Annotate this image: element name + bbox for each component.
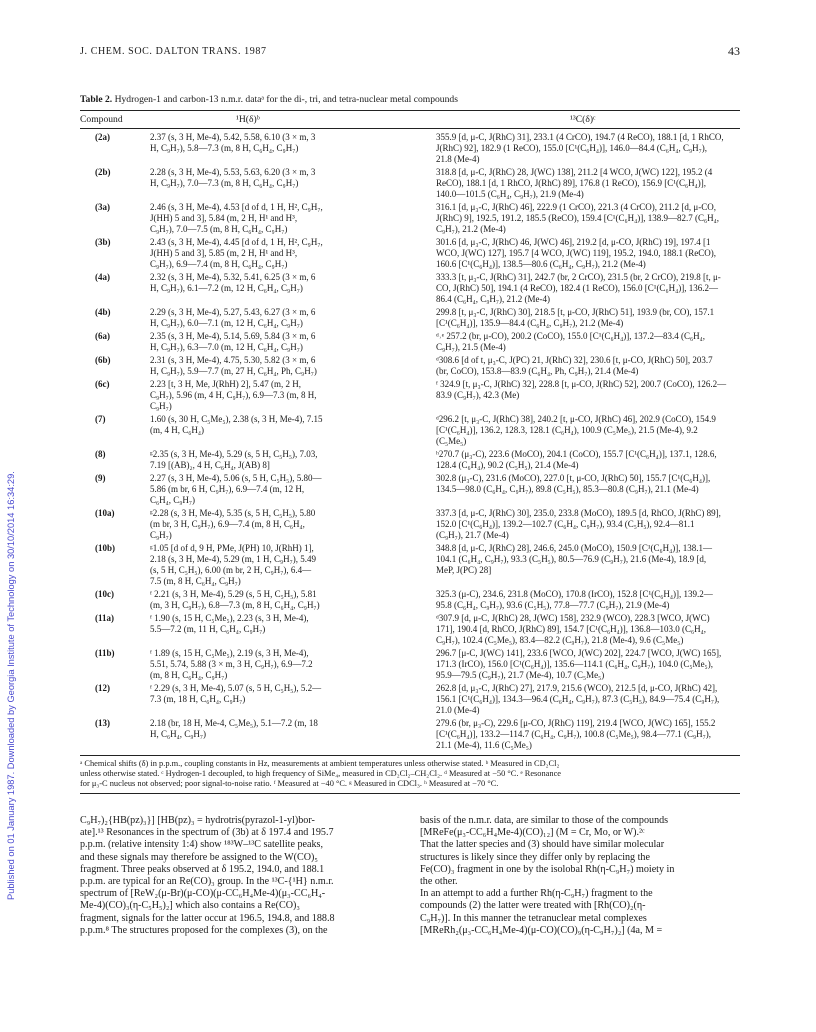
compound-label: (13) xyxy=(95,718,110,728)
carbon-shift-cell xyxy=(436,202,741,235)
table-caption xyxy=(80,94,740,105)
carbon-shift-text: 301.6 [d, μ₃-C, J(RhC) 46, J(WC) 46], 219.2 [d, μ-CO, J(RhC) 19], 197.4 [1 WCO, J(WC) 127], 195.7 [4 WCO, J(WC) 119], 195.2, 194.0, 188.1 (ReCO), 160.6 [C¹(C₆H₄)], 138.5—80.6 (C₆H₄, C₉H₇), 21.2 (Me-4) xyxy=(436,237,716,269)
hydrogen-shift-text: ᵍ2.35 (s, 3 H, Me-4), 5.29 (s, 5 H, C₅H₅), 7.03, 7.19 [(AB)₂, 4 H, C₆H₄, J(AB) 8] xyxy=(150,449,318,470)
hydrogen-shift-cell xyxy=(150,272,420,294)
carbon-shift-cell xyxy=(436,683,741,716)
compound-label: (3a) xyxy=(95,202,110,212)
carbon-shift-cell xyxy=(436,613,741,646)
carbon-shift-cell xyxy=(436,379,741,401)
journal-citation: J. CHEM. SOC. DALTON TRANS. 1987 xyxy=(80,46,267,57)
hydrogen-shift-text: ᶠ 2.21 (s, 3 H, Me-4), 5.29 (s, 5 H, C₅H₅), 5.81 (m, 3 H, C₉H₇), 6.8—7.3 (m, 8 H, C₆H₄, C₉H₇) xyxy=(150,589,320,610)
carbon-shift-text: 337.3 [d, μ-C, J(RhC) 30], 235.0, 233.8 (MoCO), 189.5 [d, RhCO, J(RhC) 89], 152.0 [C¹(C₆H₄)], 139.2—102.7 (C₆H₄, C₉H₇), 93.4 (C₅H₅), 92.4—81.1 (C₉H₇), 21.7 (Me-4) xyxy=(436,508,721,540)
carbon-shift-text: 318.8 [d, μ-C, J(RhC) 28, J(WC) 138], 211.2 [4 WCO, J(WC) 122], 195.2 (4 ReCO), 188.1 [d, 1 RhCO, J(RhC) 89], 176.8 (1 ReCO), 156.9 [C¹(C₆H₄)], 140.0—101.5 (C₆H₄, C₉H₇), 21.9 (Me-4) xyxy=(436,167,713,199)
compound-label: (11b) xyxy=(95,648,115,658)
table-bottom-rule xyxy=(80,755,740,756)
hydrogen-shift-cell xyxy=(150,307,420,329)
carbon-shift-cell xyxy=(436,331,741,353)
carbon-shift-text: ᵈ307.9 [d, μ-C, J(RhC) 28, J(WC) 158], 232.9 (WCO), 228.3 [WCO, J(WC) 171], 190.4 [d, RhCO, J(RhC) 89], 154.7 [C¹(C₆H₄)], 136.8—103.0 (C₆H₄, C₉H₇), 102.4 (C₅Me₅), 83.4—82.2 (C₉H₇), 21.8 (Me-4), 9.6 (C₅Me₅) xyxy=(436,613,710,645)
hydrogen-shift-text: 2.28 (s, 3 H, Me-4), 5.53, 5.63, 6.20 (3 × m, 3 H, C₉H₇), 7.0—7.3 (m, 8 H, C₆H₄, C₉H₇) xyxy=(150,167,316,188)
carbon-shift-cell xyxy=(436,543,741,576)
hydrogen-shift-cell xyxy=(150,508,420,541)
compound-label: (4a) xyxy=(95,272,110,282)
hydrogen-shift-cell xyxy=(150,414,420,436)
hydrogen-shift-text: 2.29 (s, 3 H, Me-4), 5.27, 5.43, 6.27 (3 × m, 6 H, C₉H₇), 6.0—7.1 (m, 12 H, C₆H₄, C₉H₇) xyxy=(150,307,316,328)
compound-label: (2a) xyxy=(95,132,110,142)
hydrogen-shift-text: 2.31 (s, 3 H, Me-4), 4.75, 5.30, 5.82 (3 × m, 6 H, C₉H₇), 5.9—7.7 (m, 27 H, C₆H₄, Ph, C₉H₇) xyxy=(150,355,317,376)
hydrogen-shift-text: 2.43 (s, 3 H, Me-4), 4.45 [d of d, 1 H, H², C₉H₇, J(HH) 5 and 3], 5.85 (m, 2 H, H¹ and H³, C₉H₇), 6.9—7.4 (m, 8 H, C₆H₄, C₉H₇) xyxy=(150,237,323,269)
carbon-shift-cell xyxy=(436,473,741,495)
carbon-shift-cell xyxy=(436,132,741,165)
hydrogen-shift-text: ᵍ2.28 (s, 3 H, Me-4), 5.35 (s, 5 H, C₅H₅), 5.80 (m br, 3 H, C₉H₇), 6.9—7.4 (m, 8 H, C₆H₄, C₉H₇) xyxy=(150,508,316,540)
download-watermark xyxy=(4,180,18,900)
carbon-shift-text: 296.7 [μ-C, J(WC) 141], 233.6 [WCO, J(WC) 202], 224.7 [WCO, J(WC) 165], 171.3 (IrCO), 156.0 [C¹(C₆H₄)], 135.6—114.1 (C₆H₄, C₉H₇), 104.0 (C₅Me₅), 95.9—79.5 (C₉H₇), 21.7 (Me-4), 10.7 (C₅Me₅) xyxy=(436,648,722,680)
carbon-shift-cell xyxy=(436,237,741,270)
column-header-carbon: ¹³C(δ)ᶜ xyxy=(570,114,596,125)
carbon-shift-text: 316.1 [d, μ₃-C, J(RhC) 46], 222.9 (1 CrCO), 221.3 (4 CrCO), 211.2 [d, μ-CO, J(RhC) 9], 192.5, 191.2, 185.5 (ReCO), 159.4 [C¹(C₆H₄)], 138.9—82.7 (C₆H₄, C₉H₇), 21.2 (Me-4) xyxy=(436,202,719,234)
carbon-shift-cell xyxy=(436,355,741,377)
compound-label: (11a) xyxy=(95,613,114,623)
hydrogen-shift-cell xyxy=(150,648,420,681)
carbon-shift-text: 302.8 (μ₃-C), 231.6 (MoCO), 227.0 [t, μ-CO, J(RhC) 50], 155.7 [C¹(C₆H₄)], 134.5—98.0 (C₆H₄, C₉H₇), 89.8 (C₅H₅), 85.3—80.8 (C₉H₇), 21.1 (Me-4) xyxy=(436,473,711,494)
compound-label: (10b) xyxy=(95,543,115,553)
carbon-shift-text: ᶠ 324.9 [t, μ₃-C, J(RhC) 32], 228.8 [t, μ-CO, J(RhC) 52], 200.7 (CoCO), 126.2— 83.9 (C₉H₇), 42.3 (Me) xyxy=(436,379,727,400)
compound-label: (7) xyxy=(95,414,106,424)
hydrogen-shift-cell xyxy=(150,718,420,740)
hydrogen-shift-text: 1.60 (s, 30 H, C₅Me₅), 2.38 (s, 3 H, Me-4), 7.15 (m, 4 H, C₆H₄) xyxy=(150,414,323,435)
carbon-shift-cell xyxy=(436,648,741,681)
hydrogen-shift-cell xyxy=(150,683,420,705)
hydrogen-shift-cell xyxy=(150,132,420,154)
carbon-shift-text: ᵈ296.2 [t, μ₃-C, J(RhC) 38], 240.2 [t, μ-CO, J(RhC) 46], 202.9 (CoCO), 154.9 [C¹(C₆H₄)], 136.2, 128.3, 128.1 (C₆H₄), 100.9 (C₅Me₅), 21.5 (Me-4), 9.2 (C₅Me₅) xyxy=(436,414,716,446)
table-header-rule xyxy=(80,128,740,129)
hydrogen-shift-cell xyxy=(150,473,420,506)
carbon-shift-text: 355.9 [d, μ-C, J(RhC) 31], 233.1 (4 CrCO), 194.7 (4 ReCO), 188.1 [d, 1 RhCO, J(RhC) 92], 182.9 (1 ReCO), 155.0 [C¹(C₆H₄)], 146.0—84.4 (C₆H₄, C₉H₇), 21.8 (Me-4) xyxy=(436,132,724,164)
hydrogen-shift-cell xyxy=(150,355,420,377)
carbon-shift-cell xyxy=(436,272,741,305)
table-label: Table 2. xyxy=(80,94,113,105)
hydrogen-shift-text: 2.27 (s, 3 H, Me-4), 5.06 (s, 5 H, C₅H₅), 5.80— 5.86 (m br, 6 H, C₉H₇), 6.9—7.4 (m, 12 H, C₆H₄, C₉H₇) xyxy=(150,473,322,505)
footnote-bottom-rule xyxy=(80,793,740,794)
carbon-shift-text: 299.8 [t, μ₃-C, J(RhC) 30], 218.5 [t, μ-CO, J(RhC) 51], 193.9 (br, CO), 157.1 [C¹(C₆H₄)], 135.9—84.4 (C₆H₄, C₉H₇), 21.2 (Me-4) xyxy=(436,307,715,328)
hydrogen-shift-text: ᶠ 1.89 (s, 15 H, C₅Me₅), 2.19 (s, 3 H, Me-4), 5.51, 5.74, 5.88 (3 × m, 3 H, C₉H₇), 6.9—7.2 (m, 8 H, C₆H₄, C₉H₇) xyxy=(150,648,313,680)
hydrogen-shift-cell xyxy=(150,543,420,587)
table-footnote: ᵃ Chemical shifts (δ) in p.p.m., coupling constants in Hz, measurements at ambient temperatures unless otherwise stated. ᵇ Measured in CD₂Cl₂ unless otherwise stated. ᶜ Hydrogen-1 decoupled, to high frequency of SiMe₄, measured in CD₂Cl₂–CH₂Cl₂. ᵈ Measured at −50 °C. ᵉ Resonance for μ₃-C nucleus not observed; poor signal-to-noise ratio. ᶠ Measured at −40 °C. ᵍ Measured in CDCl₃. ʰ Measured at −70 °C. xyxy=(80,759,562,788)
hydrogen-shift-text: 2.37 (s, 3 H, Me-4), 5.42, 5.58, 6.10 (3 × m, 3 H, C₉H₇), 5.8—7.3 (m, 8 H, C₆H₄, C₉H₇) xyxy=(150,132,316,153)
column-header-hydrogen: ¹H(δ)ᵇ xyxy=(236,114,260,125)
hydrogen-shift-cell xyxy=(150,331,420,353)
compound-label: (10c) xyxy=(95,589,114,599)
body-left-column: C₉H₇)₂{HB(pz)₃}] [HB(pz)₃ = hydrotris(pyrazol-1-yl)bor- ate].¹³ Resonances in the spectrum of (3b) at δ 197.4 and 195.7 p.p.m. (relative intensity 1:4) show ¹⁸³W–¹³C satellite peaks, and these signals may therefore be assigned to the W(CO)₅ fragment. Three peaks observed at δ 195.2, 194.0, and 188.1 p.p.m. are typical for an Re(CO)₃ group. In the ¹³C-{¹H} n.m.r. spectrum of [ReW₂(μ-Br)(μ-CO)(μ-CC₆H₄Me-4)(μ₃-CC₆H₄- Me-4)(CO)₃(η-C₅H₅)₂] which also contains a Re(CO)₃ fragment, signals for the latter occur at 196.5, 194.8, and 188.8 p.p.m.⁸ The structures proposed for the complexes (3), on the xyxy=(80,815,335,936)
carbon-shift-cell xyxy=(436,414,741,447)
hydrogen-shift-text: 2.46 (s, 3 H, Me-4), 4.53 [d of d, 1 H, H², C₉H₇, J(HH) 5 and 3], 5.84 (m, 2 H, H¹ and H³, C₉H₇), 7.0—7.5 (m, 8 H, C₆H₄, C₉H₇) xyxy=(150,202,323,234)
hydrogen-shift-text: 2.18 (br, 18 H, Me-4, C₅Me₅), 5.1—7.2 (m, 18 H, C₆H₄, C₉H₇) xyxy=(150,718,318,739)
hydrogen-shift-cell xyxy=(150,613,420,635)
compound-label: (8) xyxy=(95,449,106,459)
carbon-shift-text: 279.6 (br, μ₃-C), 229.6 [μ-CO, J(RhC) 119], 219.4 [WCO, J(WC) 165], 155.2 [C¹(C₆H₄)], 133.2—114.7 (C₆H₄, C₉H₇), 100.8 (C₅Me₅), 98.4—77.1 (C₉H₇), 21.1 (Me-4), 11.6 (C₅Me₅) xyxy=(436,718,716,750)
compound-label: (6a) xyxy=(95,331,110,341)
hydrogen-shift-text: ᶠ 2.29 (s, 3 H, Me-4), 5.07 (s, 5 H, C₅H₅), 5.2— 7.3 (m, 18 H, C₆H₄, C₉H₇) xyxy=(150,683,322,704)
carbon-shift-cell xyxy=(436,307,741,329)
carbon-shift-cell xyxy=(436,508,741,541)
carbon-shift-text: 333.3 [t, μ₃-C, J(RhC) 31], 242.7 (br, 2 CrCO), 231.5 (br, 2 CrCO), 219.8 [t, μ- CO, J(RhC) 50], 194.1 (4 ReCO), 182.4 (1 ReCO), 156.0 [C¹(C₆H₄)], 136.2— 86.4 (C₆H₄, C₉H₇), 21.2 (Me-4) xyxy=(436,272,721,304)
carbon-shift-cell xyxy=(436,449,741,471)
compound-label: (6c) xyxy=(95,379,110,389)
compound-label: (2b) xyxy=(95,167,111,177)
carbon-shift-cell xyxy=(436,589,741,611)
carbon-shift-text: ᵈ˒ᵉ 257.2 (br, μ-CO), 200.2 (CoCO), 155.0 [C¹(C₆H₄)], 137.2—83.4 (C₆H₄, C₉H₇), 21.5 (Me-4) xyxy=(436,331,706,352)
hydrogen-shift-cell xyxy=(150,237,420,270)
carbon-shift-cell xyxy=(436,718,741,751)
compound-label: (3b) xyxy=(95,237,111,247)
carbon-shift-cell xyxy=(436,167,741,200)
compound-label: (9) xyxy=(95,473,106,483)
hydrogen-shift-text: 2.23 [t, 3 H, Me, J(RhH) 2], 5.47 (m, 2 H, C₉H₇), 5.96 (m, 4 H, C₉H₇), 6.9—7.3 (m, 8 H, C₉H₇) xyxy=(150,379,317,411)
compound-label: (12) xyxy=(95,683,110,693)
hydrogen-shift-text: ᵍ1.05 [d of d, 9 H, PMe, J(PH) 10, J(RhH) 1], 2.18 (s, 3 H, Me-4), 5.29 (m, 1 H, C₉H₇), 5.49 (s, 5 H, C₅H₅), 6.00 (m br, 2 H, C₉H₇), 6.4— 7.5 (m, 8 H, C₆H₄, C₉H₇) xyxy=(150,543,317,586)
hydrogen-shift-text: 2.35 (s, 3 H, Me-4), 5.14, 5.69, 5.84 (3 × m, 6 H, C₉H₇), 6.3—7.0 (m, 12 H, C₆H₄, C₉H₇) xyxy=(150,331,316,352)
hydrogen-shift-cell xyxy=(150,379,420,412)
hydrogen-shift-text: 2.32 (s, 3 H, Me-4), 5.32, 5.41, 6.25 (3 × m, 6 H, C₉H₇), 6.1—7.2 (m, 12 H, C₆H₄, C₉H₇) xyxy=(150,272,316,293)
hydrogen-shift-cell xyxy=(150,589,420,611)
compound-label: (10a) xyxy=(95,508,115,518)
running-header xyxy=(80,46,740,62)
hydrogen-shift-text: ᶠ 1.90 (s, 15 H, C₅Me₅), 2.23 (s, 3 H, Me-4), 5.5—7.2 (m, 11 H, C₆H₄, C₉H₇) xyxy=(150,613,309,634)
hydrogen-shift-cell xyxy=(150,202,420,235)
body-right-column-para1: basis of the n.m.r. data, are similar to those of the compounds [MReFe(μ₃-CC₆H₄Me-4)(CO)₁₂] (M = Cr, Mo, or W).²ᶜ That the latter species and (3) should have similar molecular structures is likely since they differ only by replacing the Fe(CO)₃ fragment in one by the isolobal Rh(η-C₉H₇) moiety in the other. xyxy=(420,815,675,888)
carbon-shift-text: 262.8 [d, μ₃-C, J(RhC) 27], 217.9, 215.6 (WCO), 212.5 [d, μ-CO, J(RhC) 42], 156.1 [C¹(C₆H₄)], 134.3—96.4 (C₆H₄, C₉H₇), 87.3 (C₅H₅), 84.9—75.4 (C₉H₇), 21.0 (Me-4) xyxy=(436,683,720,715)
compound-label: (6b) xyxy=(95,355,111,365)
table-top-rule xyxy=(80,110,740,111)
body-right-column-para2: In an attempt to add a further Rh(η-C₉H₇) fragment to the compounds (2) the latter were treated with [Rh(CO)₂(η- C₉H₇)]. In this manner the tetranuclear metal complexes [MReRh₂(μ₃-CC₆H₄Me-4)(μ-CO)(CO)₉(η-C₉H₇)₂] (4a, M = xyxy=(420,888,663,936)
table-title: Hydrogen-1 and carbon-13 n.m.r. dataᵃ for the di-, tri, and tetra-nuclear metal compounds xyxy=(114,94,458,105)
carbon-shift-text: ʰ270.7 (μ₃-C), 223.6 (MoCO), 204.1 (CoCO), 155.7 [C¹(C₆H₄)], 137.1, 128.6, 128.4 (C₆H₄), 90.2 (C₅H₅), 21.4 (Me-4) xyxy=(436,449,717,470)
download-watermark-text: Published on 01 January 1987. Downloaded by Georgia Institute of Technology on 30/10/2014 16:34:29. xyxy=(6,471,16,900)
column-header-compound: Compound xyxy=(80,114,123,125)
hydrogen-shift-cell xyxy=(150,167,420,189)
carbon-shift-text: 325.3 (μ-C), 234.6, 231.8 (MoCO), 170.8 (IrCO), 152.8 [C¹(C₆H₄)], 139.2— 95.8 (C₆H₄, C₉H₇), 93.6 (C₅H₅), 77.8—77.7 (C₉H₇), 21.9 (Me-4) xyxy=(436,589,713,610)
compound-label: (4b) xyxy=(95,307,111,317)
hydrogen-shift-cell xyxy=(150,449,420,471)
page-number: 43 xyxy=(728,44,740,58)
carbon-shift-text: 348.8 [d, μ-C, J(RhC) 28], 246.6, 245.0 (MoCO), 150.9 [C¹(C₆H₄)], 138.1— 104.1 (C₆H₄, C₉H₇), 93.3 (C₅H₅), 80.5—76.9 (C₉H₇), 21.6 (Me-4), 18.9 [d, MeP, J(PC) 28] xyxy=(436,543,713,575)
carbon-shift-text: ᵈ308.6 [d of t, μ₃-C, J(PC) 21, J(RhC) 32], 230.6 [t, μ-CO, J(RhC) 50], 203.7 (br, CoCO), 153.8—83.9 (C₆H₄, Ph, C₉H₇), 21.4 (Me-4) xyxy=(436,355,713,376)
